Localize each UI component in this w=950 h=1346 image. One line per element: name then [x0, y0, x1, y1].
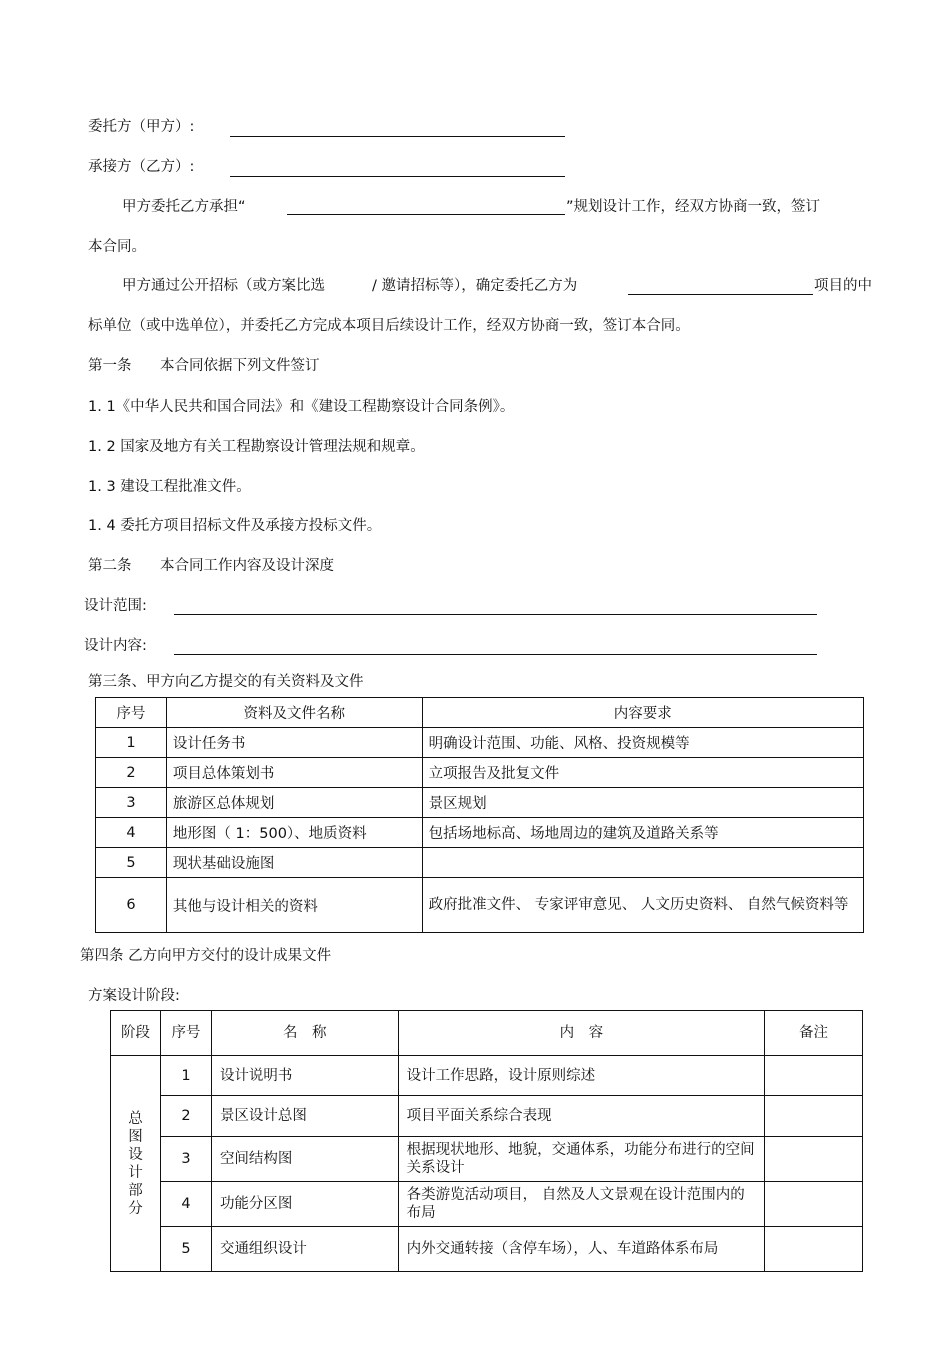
table-row [111, 1096, 863, 1137]
row-no: 4 [96, 818, 167, 848]
party-a-blank[interactable] [230, 136, 565, 137]
header-no: 序号 [96, 698, 167, 728]
party-b-blank[interactable] [230, 176, 565, 177]
table-row [111, 1056, 863, 1096]
intro-p2-d: 标单位（或中选单位），并委托乙方完成本项目后续设计工作，经双方协商一致，签订本合同。 [88, 318, 690, 334]
party-b-label: 承接方（乙方）: [88, 159, 195, 175]
article1-item-1: 1. 1《中华人民共和国合同法》和《建设工程勘察设计合同条例》。 [88, 399, 515, 415]
article3-title: 第三条、甲方向乙方提交的有关资料及文件 [88, 674, 364, 690]
table-row [96, 878, 864, 933]
row-content: 各类游览活动项目， 自然及人文景观在设计范围内的布局 [398, 1182, 764, 1227]
row-no: 5 [160, 1227, 211, 1272]
article1-num: 第一条 [88, 358, 132, 374]
row-name: 功能分区图 [211, 1182, 398, 1227]
article2-num: 第二条 [88, 558, 132, 574]
intro-p1-c: 本合同。 [88, 239, 146, 255]
row-name: 设计任务书 [166, 728, 422, 758]
table-row [96, 728, 864, 758]
row-requirement: 明确设计范围、功能、风格、投资规模等 [422, 728, 863, 758]
row-no: 3 [160, 1137, 211, 1182]
deliverables-table [110, 1010, 863, 1272]
intro-p1-a: 甲方委托乙方承担“ [122, 199, 246, 215]
table-row [96, 818, 864, 848]
row-name: 景区设计总图 [211, 1096, 398, 1137]
intro-p2-b: / 邀请招标等），确定委托乙方为 [372, 278, 578, 294]
table-row [111, 1227, 863, 1272]
row-requirement: 政府批准文件、 专家评审意见、 人文历史资料、 自然气候资料等 [422, 878, 863, 933]
article4-title: 第四条 乙方向甲方交付的设计成果文件 [80, 948, 332, 964]
row-content: 内外交通转接（含停车场），人、车道路体系布局 [398, 1227, 764, 1272]
row-remark [765, 1056, 863, 1096]
row-name: 旅游区总体规划 [166, 788, 422, 818]
stage-label: 方案设计阶段: [88, 988, 180, 1004]
row-name: 设计说明书 [211, 1056, 398, 1096]
row-no: 6 [96, 878, 167, 933]
row-content: 设计工作思路，设计原则综述 [398, 1056, 764, 1096]
row-remark [765, 1227, 863, 1272]
article2-title: 本合同工作内容及设计深度 [160, 558, 334, 574]
intro-p2-a: 甲方通过公开招标（或方案比选 [122, 278, 325, 294]
row-name: 交通组织设计 [211, 1227, 398, 1272]
row-content: 项目平面关系综合表现 [398, 1096, 764, 1137]
table-row [96, 788, 864, 818]
article1-title: 本合同依据下列文件签订 [160, 358, 320, 374]
header-requirement: 内容要求 [422, 698, 863, 728]
project-blank[interactable] [628, 294, 813, 295]
row-no: 3 [96, 788, 167, 818]
header-content: 内 容 [398, 1011, 764, 1056]
row-no: 2 [160, 1096, 211, 1137]
article1-item-3: 1. 3 建设工程批准文件。 [88, 479, 251, 495]
row-no: 1 [160, 1056, 211, 1096]
header-stage: 阶段 [111, 1011, 161, 1056]
row-no: 2 [96, 758, 167, 788]
header-remark: 备注 [765, 1011, 863, 1056]
table-header-row [96, 698, 864, 728]
design-scope-label: 设计范围: [84, 598, 147, 614]
row-requirement: 包括场地标高、场地周边的建筑及道路关系等 [422, 818, 863, 848]
row-name: 现状基础设施图 [166, 848, 422, 878]
design-content-blank[interactable] [174, 654, 817, 655]
table-header-row [111, 1011, 863, 1056]
design-content-label: 设计内容: [84, 638, 147, 654]
header-name: 名 称 [211, 1011, 398, 1056]
table-row [111, 1137, 863, 1182]
article1-item-4: 1. 4 委托方项目招标文件及承接方投标文件。 [88, 518, 382, 534]
intro-p2-c: 项目的中 [814, 278, 872, 294]
row-requirement: 景区规划 [422, 788, 863, 818]
table-row [96, 758, 864, 788]
party-a-label: 委托方（甲方）: [88, 119, 195, 135]
header-name: 资料及文件名称 [166, 698, 422, 728]
row-name: 空间结构图 [211, 1137, 398, 1182]
row-name: 其他与设计相关的资料 [166, 878, 422, 933]
row-no: 5 [96, 848, 167, 878]
row-remark [765, 1096, 863, 1137]
row-name: 项目总体策划书 [166, 758, 422, 788]
project-name-blank[interactable] [287, 214, 565, 215]
row-remark [765, 1137, 863, 1182]
row-content: 根据现状地形、地貌，交通体系，功能分布进行的空间关系设计 [398, 1137, 764, 1182]
row-name: 地形图（ 1：500）、地质资料 [166, 818, 422, 848]
stage-cell: 总图设计部分 [111, 1056, 161, 1272]
table-row [111, 1182, 863, 1227]
row-requirement [422, 848, 863, 878]
intro-p1-b: ”规划设计工作，经双方协商一致，签订 [566, 199, 821, 215]
design-scope-blank[interactable] [174, 614, 817, 615]
row-no: 1 [96, 728, 167, 758]
header-no: 序号 [160, 1011, 211, 1056]
table-row [96, 848, 864, 878]
materials-table [95, 697, 864, 933]
row-remark [765, 1182, 863, 1227]
row-requirement: 立项报告及批复文件 [422, 758, 863, 788]
article1-item-2: 1. 2 国家及地方有关工程勘察设计管理法规和规章。 [88, 439, 425, 455]
row-no: 4 [160, 1182, 211, 1227]
